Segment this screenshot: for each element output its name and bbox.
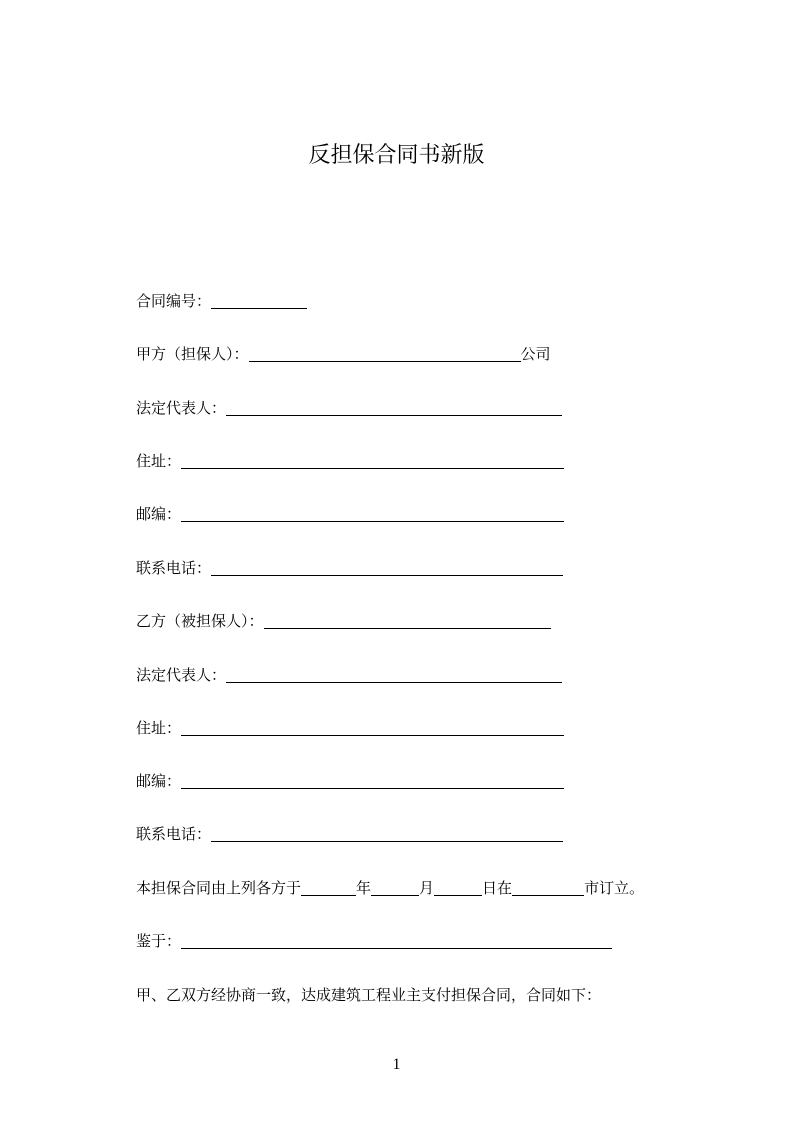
agreement-line xyxy=(136,985,601,1005)
party-a-representative-blank xyxy=(226,398,562,416)
party-b-label: 乙方（被担保人）： xyxy=(136,612,264,630)
contract-number-line xyxy=(136,291,307,311)
signing-city-blank xyxy=(512,878,584,896)
contract-number-label: 合同编号： xyxy=(136,292,212,310)
party-a-blank xyxy=(249,344,521,362)
whereas-label: 鉴于： xyxy=(136,932,182,950)
party-a-postcode-label: 邮编： xyxy=(136,505,182,523)
signing-line xyxy=(136,878,644,898)
party-b-phone-line xyxy=(136,824,563,844)
party-b-address-blank xyxy=(181,718,564,736)
document-title: 反担保合同书新版 xyxy=(308,143,485,168)
party-a-address-label: 住址： xyxy=(136,452,182,470)
party-b-representative-label: 法定代表人： xyxy=(136,666,227,684)
signing-month-blank xyxy=(371,878,419,896)
party-a-postcode-line xyxy=(136,504,564,524)
signing-year-label: 年 xyxy=(356,879,372,897)
party-b-representative-line xyxy=(136,665,562,685)
party-a-phone-label: 联系电话： xyxy=(136,559,212,577)
whereas-blank xyxy=(181,931,612,949)
whereas-line xyxy=(136,931,612,951)
signing-day-blank xyxy=(434,878,482,896)
signing-month-label: 月 xyxy=(419,879,435,897)
party-b-line xyxy=(136,611,551,631)
signing-suffix: 市订立。 xyxy=(584,879,645,897)
party-b-postcode-label: 邮编： xyxy=(136,772,182,790)
party-b-address-line xyxy=(136,718,564,738)
party-b-address-label: 住址： xyxy=(136,719,182,737)
signing-prefix: 本担保合同由上列各方于 xyxy=(136,879,302,897)
page-number: 1 xyxy=(392,1056,401,1073)
party-a-representative-line xyxy=(136,398,562,418)
party-b-blank xyxy=(264,611,551,629)
party-a-phone-line xyxy=(136,558,563,578)
party-b-representative-blank xyxy=(226,665,562,683)
party-b-postcode-blank xyxy=(181,771,564,789)
party-a-representative-label: 法定代表人： xyxy=(136,399,227,417)
party-a-address-blank xyxy=(181,451,564,469)
party-b-phone-label: 联系电话： xyxy=(136,825,212,843)
agreement-text: 甲、乙双方经协商一致，达成建筑工程业主支付担保合同，合同如下： xyxy=(136,986,602,1004)
party-a-suffix: 公司 xyxy=(520,345,551,363)
party-a-phone-blank xyxy=(211,558,563,576)
party-a-postcode-blank xyxy=(181,504,564,522)
party-a-line xyxy=(136,344,551,364)
party-b-postcode-line xyxy=(136,771,564,791)
party-a-address-line xyxy=(136,451,564,471)
contract-number-blank xyxy=(211,291,307,309)
party-b-phone-blank xyxy=(211,824,563,842)
signing-year-blank xyxy=(301,878,356,896)
party-a-label: 甲方（担保人）： xyxy=(136,345,249,363)
signing-day-label: 日在 xyxy=(482,879,513,897)
